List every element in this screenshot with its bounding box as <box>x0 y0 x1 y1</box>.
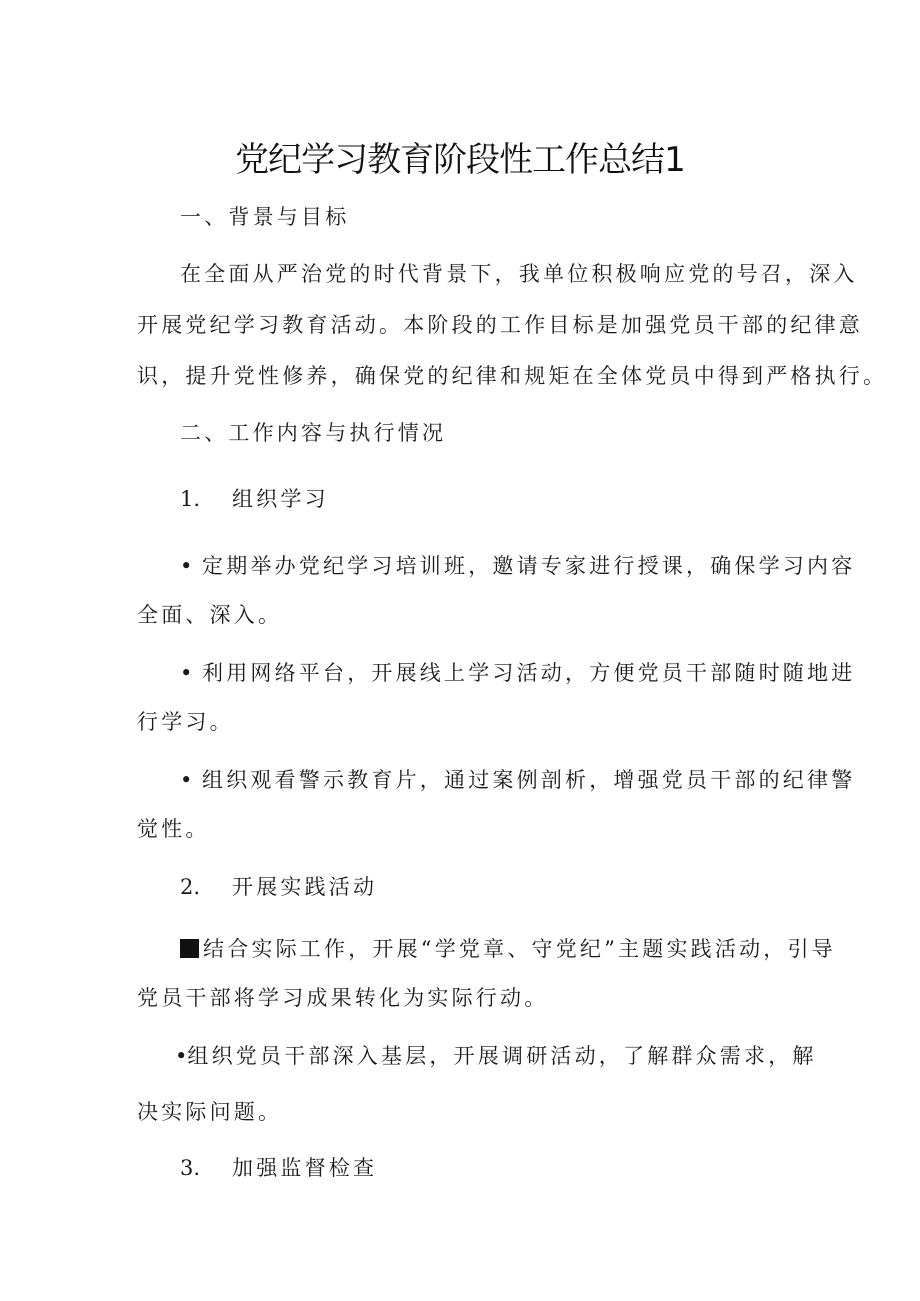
list-item-text: 组织党员干部深入基层，开展调研活动，了解群众需求，解 <box>187 1044 817 1068</box>
list-item-continuation: 决实际问题。 <box>137 1100 283 1124</box>
document-title: 党纪学习教育阶段性工作总结1 <box>235 140 685 180</box>
section-2-heading: 二、工作内容与执行情况 <box>180 421 447 445</box>
item-number: 2. <box>180 875 201 899</box>
item-label: 加强监督检查 <box>232 1156 378 1180</box>
bullet-icon: • <box>180 768 193 792</box>
item-number: 1. <box>180 487 201 511</box>
item-number: 3. <box>180 1156 201 1180</box>
list-item <box>175 1041 817 1071</box>
list-item-continuation: 全面、深入。 <box>137 603 283 627</box>
section-1-paragraph-line: 识，提升党性修养，确保党的纪律和规矩在全体党员中得到严格执行。 <box>137 364 888 388</box>
item-2-heading <box>180 872 377 902</box>
section-1-paragraph-line: 在全面从严治党的时代背景下，我单位积极响应党的号召，深入 <box>180 262 858 286</box>
list-item <box>180 658 855 688</box>
square-bullet-icon <box>180 939 199 958</box>
section-1-heading: 一、背景与目标 <box>180 205 350 229</box>
list-item <box>180 934 836 964</box>
section-1-paragraph-line: 开展党纪学习教育活动。本阶段的工作目标是加强党员干部的纪律意 <box>137 313 863 337</box>
item-1-heading <box>180 484 329 514</box>
list-item-continuation: 觉性。 <box>137 817 210 841</box>
bullet-icon: • <box>180 661 193 685</box>
list-item <box>180 765 855 795</box>
list-item-text: 定期举办党纪学习培训班，邀请专家进行授课，确保学习内容 <box>202 554 856 578</box>
list-item-continuation: 行学习。 <box>137 710 234 734</box>
list-item-text: 利用网络平台，开展线上学习活动，方便党员干部随时随地进 <box>202 661 856 685</box>
item-3-heading <box>180 1153 377 1183</box>
list-item <box>180 551 855 581</box>
item-label: 开展实践活动 <box>232 875 378 899</box>
list-item-text: 结合实际工作，开展“学党章、守党纪”主题实践活动，引导 <box>203 937 836 961</box>
list-item-continuation: 党员干部将学习成果转化为实际行动。 <box>137 986 549 1010</box>
bullet-icon: • <box>175 1044 188 1068</box>
item-label: 组织学习 <box>232 487 329 511</box>
bullet-icon: • <box>180 554 193 578</box>
list-item-text: 组织观看警示教育片，通过案例剖析，增强党员干部的纪律警 <box>202 768 856 792</box>
